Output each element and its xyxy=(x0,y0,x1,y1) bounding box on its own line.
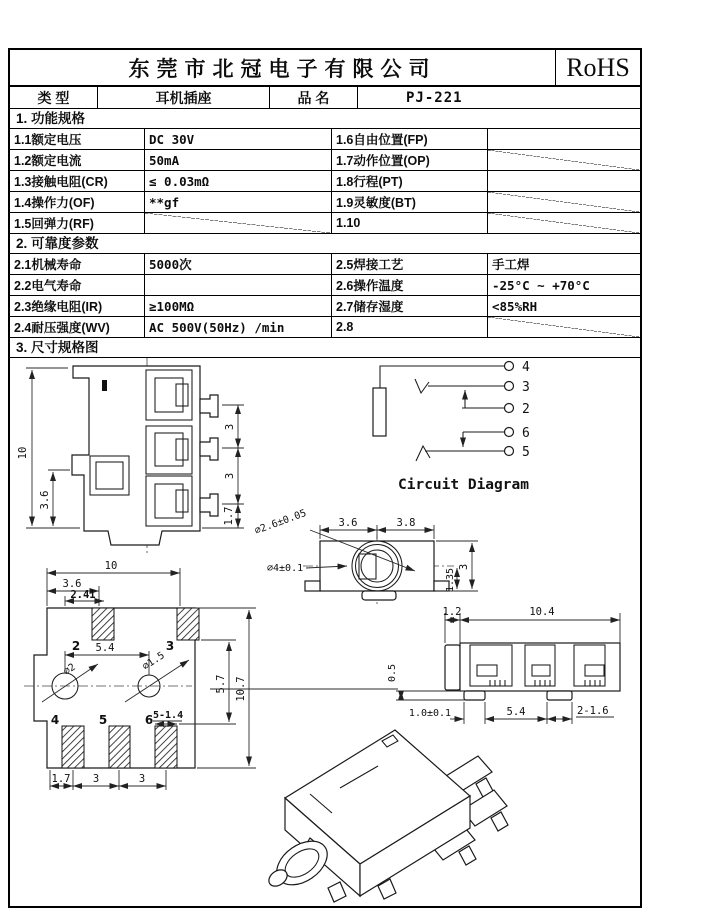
plug-symbol xyxy=(373,388,386,436)
spec-label: 2.6操作温度 xyxy=(332,275,488,295)
dim-label: 3.6 xyxy=(338,517,358,529)
section2-table xyxy=(10,254,640,338)
section1-table xyxy=(10,129,640,234)
spec-label: 2.2电气寿命 xyxy=(10,275,145,295)
spec-label: 1.4操作力(OF) xyxy=(10,192,145,212)
dim-label: 5-1.4 xyxy=(153,710,184,721)
spec-label: 1.6自由位置(FP) xyxy=(332,129,488,149)
dim-label: 3 xyxy=(92,773,100,785)
dim-label: ∅4±0.1 xyxy=(267,563,304,574)
spec-label: 1.8行程(PT) xyxy=(332,171,488,191)
spec-label: 2.4耐压强度(WV) xyxy=(10,317,145,337)
pad-number: 2 xyxy=(71,639,81,653)
spec-label: 1.7动作位置(OP) xyxy=(332,150,488,170)
dim-label: 10.7 xyxy=(235,676,247,702)
side-view-drawing xyxy=(210,606,620,724)
name-label: 品 名 xyxy=(270,87,358,108)
section2-title: 2. 可靠度参数 xyxy=(10,234,640,254)
terminal-circle xyxy=(505,428,514,437)
type-value: 耳机插座 xyxy=(98,87,270,108)
dim-label: 3.6 xyxy=(62,578,82,590)
section1-title: 1. 功能规格 xyxy=(10,109,640,129)
spec-label: 1.2额定电流 xyxy=(10,150,145,170)
spec-value: -25°C ~ +70°C xyxy=(492,277,590,293)
table-row xyxy=(10,129,640,150)
spec-label: 1.9灵敏度(BT) xyxy=(332,192,488,212)
spec-value-na xyxy=(488,213,640,233)
dim-label: 3.8 xyxy=(396,517,416,529)
dim-label: 3 xyxy=(458,563,470,571)
dim-label: 3.6 xyxy=(39,490,51,510)
dim-label: 2.41 xyxy=(70,589,96,601)
switch-contact xyxy=(415,379,429,393)
name-value: PJ-221 xyxy=(406,89,463,106)
dim-label: 1.7 xyxy=(51,773,71,785)
spec-value-na xyxy=(488,150,640,170)
spec-value-na xyxy=(145,213,332,233)
solder-pad xyxy=(62,726,84,768)
document-header xyxy=(10,50,640,87)
spec-value xyxy=(488,129,640,149)
terminal-circle xyxy=(505,382,514,391)
spec-value-na xyxy=(488,192,640,212)
table-row xyxy=(10,192,640,213)
pad-number: 3 xyxy=(165,639,175,653)
mount-tab xyxy=(547,691,572,700)
dim-label: 0.5 xyxy=(387,663,398,683)
dim-label: 3 xyxy=(138,773,146,785)
table-row xyxy=(10,150,640,171)
dim-label: 10 xyxy=(17,446,29,460)
terminal-circle xyxy=(505,447,514,456)
dim-label: 5.4 xyxy=(95,642,115,654)
spec-value xyxy=(488,171,640,191)
solder-pad xyxy=(155,726,177,768)
dim-label: 1.2 xyxy=(442,606,462,618)
table-row xyxy=(10,171,640,192)
dim-label: 3 xyxy=(224,472,236,480)
terminal-circle xyxy=(505,404,514,413)
company-name: 东莞市北冠电子有限公司 xyxy=(128,57,437,81)
spec-value: 50mA xyxy=(145,150,332,170)
spec-label: 2.1机械寿命 xyxy=(10,254,145,274)
spec-value xyxy=(145,275,332,295)
pin-number: 2 xyxy=(522,402,530,417)
rohs-mark: RoHS xyxy=(555,50,640,85)
spec-value: ≥100MΩ xyxy=(145,296,332,316)
pad-number: 6 xyxy=(144,713,154,727)
spec-value: **gf xyxy=(145,192,332,212)
switch-contact xyxy=(416,446,430,461)
dimension-drawing-area xyxy=(10,358,640,906)
table-row xyxy=(10,254,640,275)
spec-value: 手工焊 xyxy=(492,257,530,272)
spec-label: 2.3绝缘电阻(IR) xyxy=(10,296,145,316)
pad-number: 4 xyxy=(50,713,60,727)
document-frame xyxy=(8,48,642,908)
solder-pad xyxy=(92,608,114,640)
solder-pad xyxy=(177,608,199,640)
dim-label: 1.35 xyxy=(445,567,456,593)
dim-label: 1.0±0.1 xyxy=(408,708,452,719)
spec-value: 5000次 xyxy=(145,254,332,274)
type-label: 类 型 xyxy=(10,87,98,108)
dim-label: 10 xyxy=(104,560,118,572)
terminal-circle xyxy=(505,362,514,371)
spec-value: ≤ 0.03mΩ xyxy=(145,171,332,191)
pin-number: 4 xyxy=(522,360,530,375)
top-view-drawing xyxy=(17,358,244,554)
spec-value: DC 30V xyxy=(145,129,332,149)
dim-label: ∅2 xyxy=(61,661,78,678)
mount-tab xyxy=(464,691,485,700)
technical-drawing xyxy=(10,358,642,906)
spec-label: 1.10 xyxy=(332,213,488,233)
orientation-mark xyxy=(102,380,107,391)
spec-label: 2.7储存湿度 xyxy=(332,296,488,316)
solder-pad xyxy=(109,726,130,768)
dim-label: ∅1.5 xyxy=(140,650,167,673)
dim-label: 5.7 xyxy=(215,674,227,694)
table-row xyxy=(10,275,640,296)
dim-label: 10.4 xyxy=(529,606,555,618)
table-row xyxy=(10,296,640,317)
spec-value: <85%RH xyxy=(492,298,538,314)
spec-label: 1.5回弹力(RF) xyxy=(10,213,145,233)
dim-label: 3 xyxy=(224,423,236,431)
spec-label: 1.3接触电阻(CR) xyxy=(10,171,145,191)
spec-value-na xyxy=(488,317,640,337)
table-row xyxy=(10,213,640,234)
pin-number: 5 xyxy=(522,445,530,460)
dim-label: 2-1.6 xyxy=(577,705,609,717)
product-row xyxy=(10,87,640,109)
footprint-view-drawing xyxy=(24,560,256,790)
pad-number: 5 xyxy=(98,713,108,727)
dim-label: 5.4 xyxy=(506,706,526,718)
spec-label: 2.5焊接工艺 xyxy=(332,254,488,274)
spec-label: 1.1额定电压 xyxy=(10,129,145,149)
section3-title: 3. 尺寸规格图 xyxy=(10,338,640,358)
circuit-caption: Circuit Diagram xyxy=(398,477,529,493)
dim-label: 1.7 xyxy=(223,506,235,526)
table-row xyxy=(10,317,640,338)
dim-label: ∅2.6±0.05 xyxy=(253,507,308,537)
circuit-diagram xyxy=(373,360,530,493)
spec-value: AC 500V(50Hz) /min xyxy=(145,317,332,337)
pin-number: 3 xyxy=(522,380,530,395)
pin-number: 6 xyxy=(522,426,530,441)
spec-label: 2.8 xyxy=(332,317,488,337)
isometric-view-drawing xyxy=(266,730,508,902)
front-view-drawing xyxy=(253,508,478,605)
